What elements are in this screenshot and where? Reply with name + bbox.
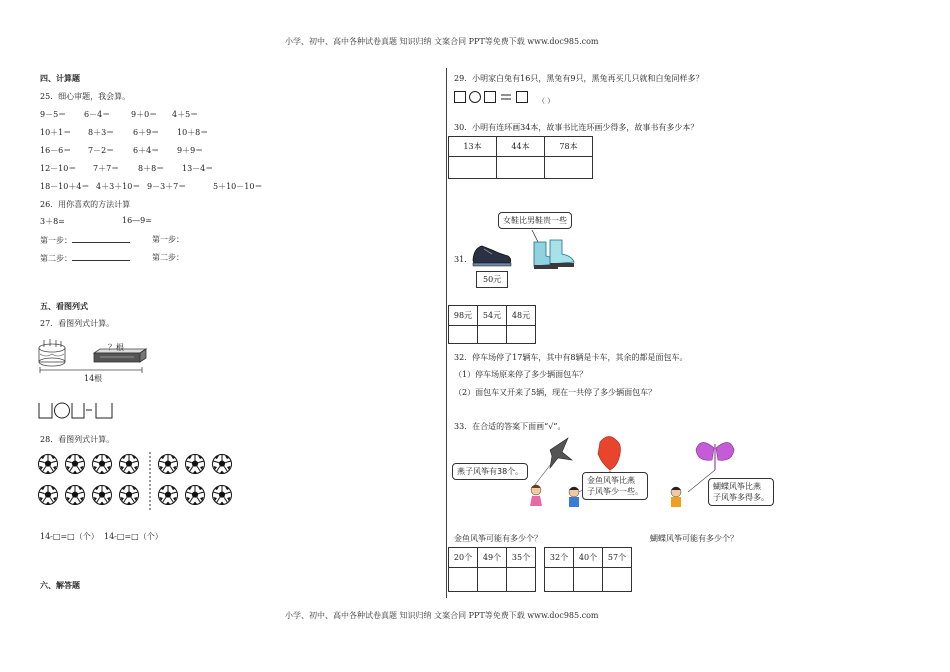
soccer-ball-icon [186, 486, 205, 505]
q26-step2-right: 第二步： [152, 253, 184, 262]
column-divider [446, 68, 447, 598]
q30-option-0: 13本 [449, 137, 497, 157]
q31-speech-bubble: 女鞋比男鞋贵一些 [498, 212, 572, 229]
soccer-ball-icon [39, 486, 58, 505]
q31-option-0: 98元 [449, 306, 478, 326]
q25-r2-c3: 9＋9＝ [177, 146, 204, 155]
page-header: 小学、初中、高中各种试卷真题 知识归纳 文案合同 PPT等免费下载 www.doc985.com [285, 37, 599, 46]
q25-r1-c0: 10＋1＝ [40, 128, 72, 137]
section5-title: 五、看图列式 [40, 301, 88, 311]
q25-r4-c3: 5＋10－10＝ [213, 182, 263, 191]
q33-left-option-1: 49个 [478, 548, 507, 568]
soccer-ball-icon [120, 455, 139, 474]
q25-r4-c2: 9－3＋7＝ [147, 182, 187, 191]
q29-answer-boxes[interactable] [454, 90, 536, 104]
q28-prompt: 28．看图列式计算。 [40, 435, 115, 444]
q29-text: 29．小明家白兔有16只，黑兔有9只，黑兔再买几只就和白兔同样多？ [454, 74, 704, 83]
q33-answer-cell[interactable] [574, 568, 603, 592]
q33-bubble-butterfly: 蝴蝶风筝比燕 子风筝多得多。 [708, 478, 774, 506]
q31-answer-cell[interactable] [478, 326, 507, 344]
q29-answer[interactable]: （ ） [538, 97, 555, 105]
boy-icon [569, 487, 579, 507]
q31-table [448, 305, 536, 344]
q25-r3-c3: 13－4＝ [182, 164, 214, 173]
q28-expr2: 14-□=□（个） [104, 532, 163, 541]
q33-bubble-goldfish: 金鱼风筝比燕 子风筝少一些。 [582, 472, 648, 500]
q25-r1-c1: 8＋3＝ [88, 128, 115, 137]
q33-right-option-1: 40个 [574, 548, 603, 568]
womens-boots-icon [534, 240, 574, 269]
q25-r3-c1: 7＋7＝ [93, 164, 120, 173]
q25-r2-c0: 16－6＝ [40, 146, 72, 155]
girl-icon [530, 485, 542, 506]
q30-answer-cell[interactable] [449, 157, 497, 179]
q26-expr-left: 3＋8= [40, 217, 65, 226]
q25-r0-c1: 6－4＝ [84, 110, 111, 119]
q30-text: 30．小明有连环画34本，故事书比连环画少得多，故事书有多少本？ [454, 123, 699, 132]
soccer-ball-icon [186, 455, 205, 474]
q27-unknown-label: ？根 [108, 343, 124, 352]
q33-table-right [544, 547, 632, 592]
q31-answer-cell[interactable] [449, 326, 478, 344]
soccer-ball-icon [66, 486, 85, 505]
cake-icon [39, 339, 65, 366]
soccer-ball-icon [66, 455, 85, 474]
q31-shoes [470, 226, 580, 276]
q30-table [448, 136, 593, 179]
q25-r1-c2: 6＋9＝ [133, 128, 160, 137]
q25-r4-c1: 4＋3＋10＝ [96, 182, 141, 191]
q26-step1-right: 第一步： [152, 235, 184, 244]
page-footer: 小学、初中、高中各种试卷真题 知识归纳 文案合同 PPT等免费下载 www.doc985.com [285, 611, 599, 620]
q31-answer-cell[interactable] [507, 326, 536, 344]
q33-answer-cell[interactable] [449, 568, 478, 592]
q32-sub2: （2）面包车又开来了5辆，现在一共停了多少辆面包车？ [454, 388, 657, 397]
q25-r1-c3: 10＋8＝ [177, 128, 209, 137]
q33-left-option-2: 35个 [507, 548, 536, 568]
q33-table-left [448, 547, 536, 592]
q33-left-option-0: 20个 [449, 548, 478, 568]
swallow-kite-icon [534, 438, 572, 486]
q27-prompt: 27．看图列式计算。 [40, 319, 115, 328]
q32-text: 32．停车场停了17辆车，其中有8辆是卡车，其余的都是面包车。 [454, 353, 688, 362]
soccer-ball-icon [93, 455, 112, 474]
q31-option-1: 54元 [478, 306, 507, 326]
soccer-ball-icon [120, 486, 139, 505]
q25-r3-c2: 8＋8＝ [138, 164, 165, 173]
q26-step2-left: 第二步： [40, 252, 130, 264]
soccer-ball-icon [159, 486, 178, 505]
q33-right-option-0: 32个 [545, 548, 574, 568]
q33-bubble-swallow: 燕子风筝有38个。 [452, 463, 528, 480]
q33-answer-cell[interactable] [478, 568, 507, 592]
q28-balls [38, 452, 243, 512]
soccer-ball-icon [93, 486, 112, 505]
q33-question-left: 金鱼风筝可能有多少个？ [454, 534, 542, 543]
mens-shoe-icon [473, 246, 511, 266]
answer-blank[interactable] [72, 234, 130, 243]
section6-title: 六、解答题 [40, 580, 80, 590]
q33-answer-cell[interactable] [603, 568, 632, 592]
soccer-ball-icon [39, 455, 58, 474]
soccer-ball-icon [159, 455, 178, 474]
q30-option-2: 78本 [545, 137, 593, 157]
q27-answer-boxes[interactable] [38, 400, 118, 420]
q33-answer-cell[interactable] [545, 568, 574, 592]
q27-total-label: 14根 [84, 374, 103, 383]
q31-price-tag: 50元 [476, 271, 508, 288]
soccer-ball-icon [213, 486, 232, 505]
q26-expr-right: 16—9= [122, 216, 152, 225]
soccer-ball-icon [213, 455, 232, 474]
q33-answer-cell[interactable] [507, 568, 536, 592]
section4-title: 四、计算题 [40, 73, 80, 83]
q25-r0-c0: 9－5＝ [40, 110, 67, 119]
q30-answer-cell[interactable] [545, 157, 593, 179]
q25-prompt: 25．细心审题，我会算。 [40, 92, 131, 101]
q33-text: 33．在合适的答案下面画“√”。 [454, 422, 566, 431]
q25-r0-c2: 9＋0＝ [131, 110, 158, 119]
q31-option-2: 48元 [507, 306, 536, 326]
q26-step1-left: 第一步： [40, 234, 130, 246]
answer-blank[interactable] [72, 252, 130, 261]
q30-option-1: 44本 [497, 137, 545, 157]
q25-r4-c0: 18－10＋4＝ [40, 182, 90, 191]
q25-r2-c1: 7－2＝ [88, 146, 115, 155]
q25-r3-c0: 12－10＝ [40, 164, 77, 173]
q32-sub1: （1）停车场原来停了多少辆面包车？ [454, 370, 588, 379]
q33-question-right: 蝴蝶风筝可能有多少个？ [650, 534, 738, 543]
q25-r2-c2: 6＋4＝ [133, 146, 160, 155]
q30-answer-cell[interactable] [497, 157, 545, 179]
boy-icon [671, 487, 681, 507]
q25-r0-c3: 4＋5＝ [172, 110, 199, 119]
q31-number: 31． [454, 255, 473, 264]
q28-expr1: 14-□=□（个） [40, 532, 99, 541]
q33-right-option-2: 57个 [603, 548, 632, 568]
q26-prompt: 26．用你喜欢的方法计算 [40, 200, 131, 209]
